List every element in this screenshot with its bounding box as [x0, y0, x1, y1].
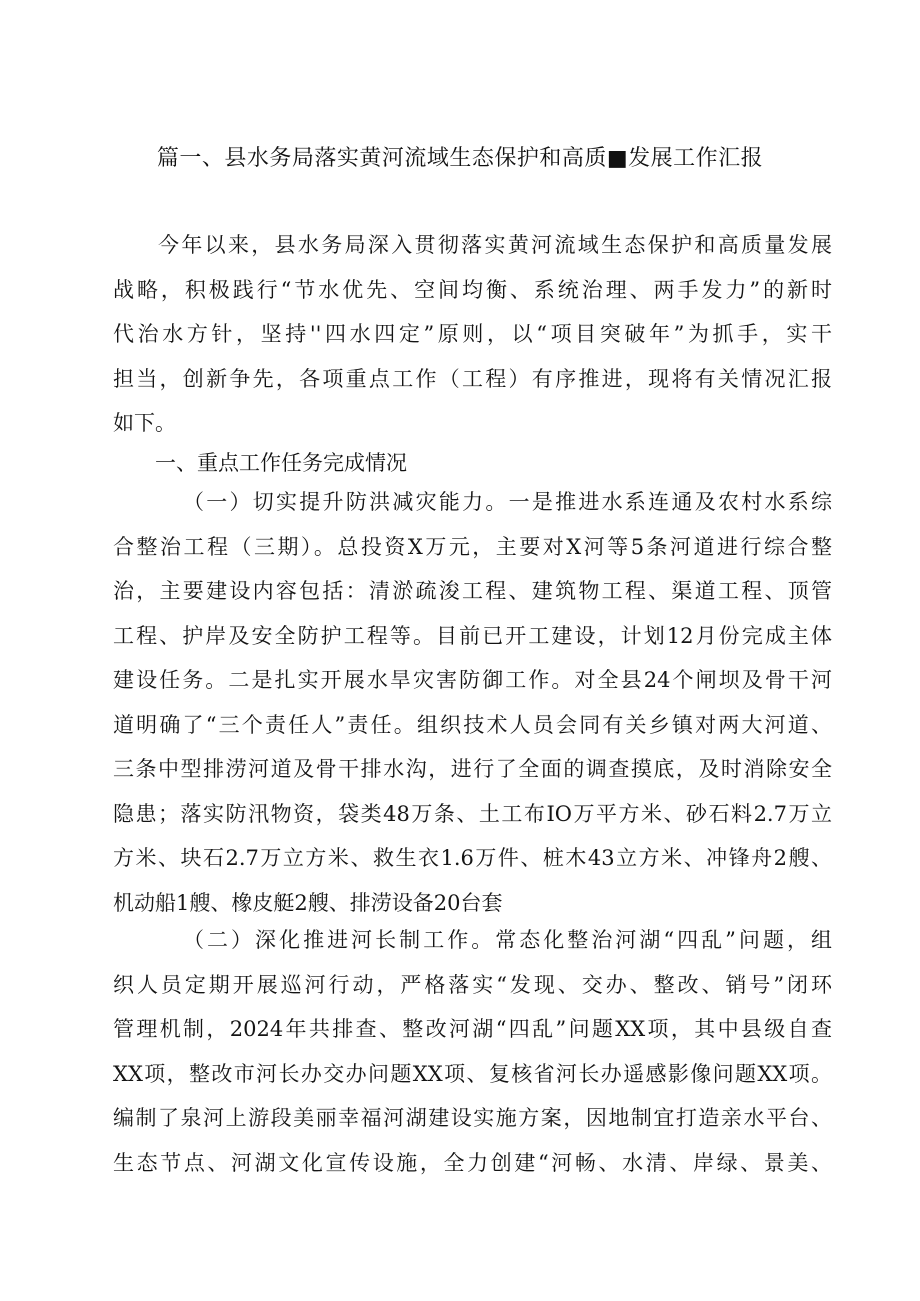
text-line: 生态节点、河湖文化宣传设施，全力创建“河畅、水清、岸绿、景美、: [113, 1150, 832, 1175]
text-line: 治，主要建设内容包括：清淤疏浚工程、建筑物工程、渠道工程、顶管: [113, 579, 832, 603]
text-line: 道明确了“三个责任人”责任。组织技术人员会同有关乡镇对两大河道、: [113, 712, 832, 737]
text-line: XX项，整改市河长办交办问题XX项、复核省河长办遥感影像问题XX项。: [113, 1061, 832, 1086]
text-line: 战略，积极践行“节水优先、空间均衡、系统治理、两手发力”的新时: [113, 277, 832, 302]
text-line: （一）切实提升防洪减灾能力。一是推进水系连通及农村水系综: [183, 490, 832, 514]
text-line: 今年以来，县水务局深入贯彻落实黄河流域生态保护和高质量发展: [158, 233, 832, 257]
text-line: 合整治工程（三期）。总投资X万元，主要对X河等5条河道进行综合整: [113, 534, 832, 559]
text-line: 编制了泉河上游段美丽幸福河湖建设实施方案，因地制宜打造亲水平台、: [113, 1106, 832, 1130]
text-line: 隐患；落实防汛物资，袋类48万条、土工布IO万平方米、砂石料2.7万立: [113, 801, 832, 826]
text-line: 机动船1艘、橡皮艇2艘、排涝设备20台套: [113, 890, 503, 915]
text-line: 织人员定期开展巡河行动，严格落实“发现、交办、整改、销号”闭环: [113, 972, 832, 997]
text-line: 如下。: [113, 411, 176, 435]
text-line: 方米、块石2.7万立方米、救生衣1.6万件、桩木43立方米、冲锋舟2艘、: [113, 846, 832, 870]
document-title: 篇一、县水务局落实黄河流域生态保护和高质■发展工作汇报: [156, 146, 764, 171]
text-line: 代治水方针，坚持''四水四定”原则，以“项目突破年”为抓手，实干: [113, 322, 832, 346]
text-line: （二）深化推进河长制工作。常态化整治河湖“四乱”问题，组: [183, 928, 832, 952]
text-line: 建设任务。二是扎实开展水旱灾害防御工作。对全县24个闸坝及骨干河: [113, 668, 832, 692]
text-line: 三条中型排涝河道及骨干排水沟，进行了全面的调查摸底，及时消除安全: [113, 757, 832, 781]
text-line: 管理机制，2024年共排查、整改河湖“四乱”问题XX项，其中县级自查: [113, 1017, 832, 1041]
section-heading: 一、重点工作任务完成情况: [155, 451, 407, 475]
text-line: 担当，创新争先，各项重点工作（工程）有序推进，现将有关情况汇报: [113, 366, 832, 391]
text-line: 工程、护岸及安全防护工程等。目前已开工建设，计划12月份完成主体: [113, 623, 832, 648]
